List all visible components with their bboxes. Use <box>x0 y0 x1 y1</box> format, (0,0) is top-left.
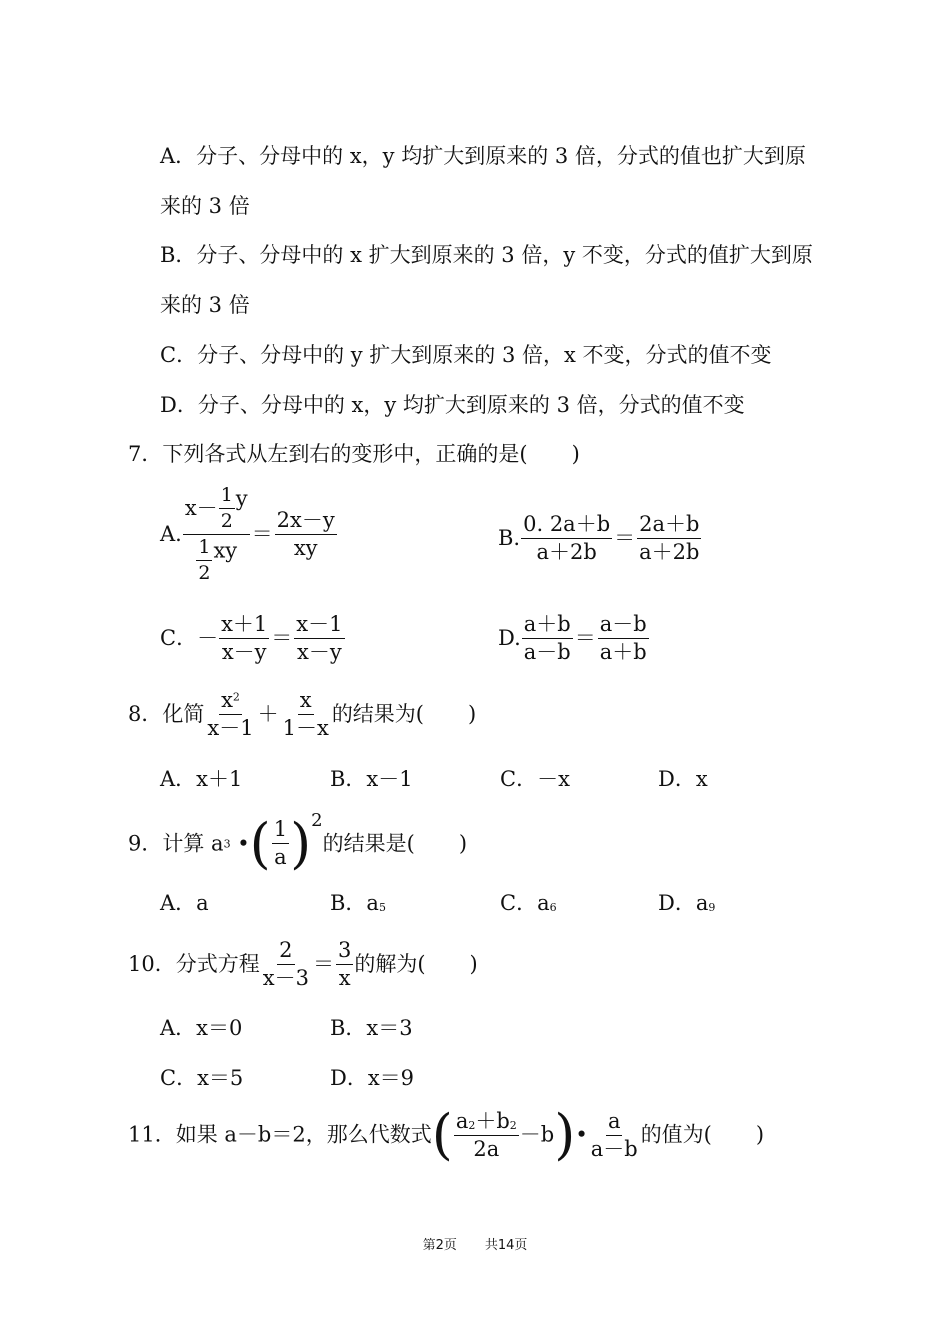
q9-fraction <box>272 819 289 868</box>
q8-f2-denominator: 1－x <box>282 716 329 740</box>
q7-a-rhs-fraction <box>275 510 337 559</box>
q11-f2-numerator: a <box>606 1111 623 1136</box>
q7-b-rhs-numerator: 2a＋b <box>637 514 701 539</box>
q8-option-d: D．x <box>658 767 708 791</box>
q7-d-rhs-denominator: a＋b <box>599 640 647 664</box>
q7-d-lhs-denominator: a－b <box>523 640 571 664</box>
q10-fraction-1 <box>261 940 311 989</box>
q7-b-lhs-numerator: 0. 2a＋b <box>521 514 612 539</box>
q7-c-lhs-denominator: x－y <box>221 640 267 664</box>
q7-d-equals: ＝ <box>574 626 596 650</box>
q10-tail: 的解为( <box>354 952 426 976</box>
q6-option-c: C．分子、分母中的 y 扩大到原来的 3 倍，x 不变，分式的值不变 <box>160 343 772 367</box>
q10-option-b: B．x＝3 <box>330 1016 413 1040</box>
q11-inner-numerator <box>454 1108 519 1136</box>
page-number: 第2页 <box>422 1238 457 1253</box>
q7-option-c <box>160 614 346 663</box>
q8-f1-num-sup: 2 <box>232 690 240 704</box>
q9-right-paren: ) <box>290 811 312 875</box>
q9-tail: 的结果是( <box>322 831 415 856</box>
q7-a-equals: ＝ <box>251 522 273 546</box>
q9-option-b-text: B．a <box>330 891 379 915</box>
q7-option-d <box>498 614 650 663</box>
q10-stem-text: 10．分式方程 <box>128 952 260 976</box>
q9-dot: • <box>237 831 250 856</box>
q9-a-exponent: 3 <box>223 837 231 851</box>
q11-inner-denominator: 2a <box>473 1136 500 1161</box>
q7-c-rhs-denominator: x－y <box>297 640 342 664</box>
q7-b-label: B. <box>498 526 521 550</box>
q10-option-c: C．x＝5 <box>160 1066 244 1090</box>
q7-b-rhs-denominator: a＋2b <box>639 540 700 564</box>
q7-b-lhs-fraction <box>521 514 612 563</box>
q7-c-negative: － <box>197 626 219 650</box>
q10-f1-numerator: 2 <box>277 940 294 965</box>
q7-d-lhs-fraction <box>522 614 573 663</box>
total-pages: 共14页 <box>484 1238 528 1253</box>
q10-equals: ＝ <box>312 952 334 976</box>
q7-c-label: C． <box>160 626 198 650</box>
q9-option-c-exponent: 6 <box>549 901 557 915</box>
q8-f1-numerator <box>219 690 242 715</box>
q8-option-a: A．x＋1 <box>160 767 243 791</box>
q9-frac-numerator: 1 <box>272 819 289 844</box>
q11-fraction-2 <box>589 1108 640 1161</box>
q9-option-a <box>160 893 209 914</box>
q8-option-c: C．－x <box>500 767 570 791</box>
q11-stem <box>128 1103 765 1166</box>
q8-f2-numerator: x <box>298 690 314 715</box>
q9-square-exponent: 2 <box>311 810 323 831</box>
page-footer <box>0 1234 950 1253</box>
q9-option-a-text: A．a <box>160 891 209 915</box>
q6-option-b-line1: B．分子、分母中的 x 扩大到原来的 3 倍，y 不变，分式的值扩大到原 <box>160 243 813 267</box>
q7-c-rhs-numerator: x－1 <box>294 614 344 639</box>
q10-fraction-2 <box>336 940 353 989</box>
q9-stem <box>128 810 468 875</box>
q7-a-den-half-den: 2 <box>198 562 211 584</box>
q11-inner-fraction <box>454 1108 519 1161</box>
q6-option-a-line1: A．分子、分母中的 x，y 均扩大到原来的 3 倍，分式的值也扩大到原 <box>160 144 806 168</box>
q10-f2-denominator: x <box>338 966 351 990</box>
q7-c-rhs-fraction <box>294 614 344 663</box>
q7-stem-text: 7．下列各式从左到右的变形中，正确的是( <box>128 442 528 466</box>
q9-option-d <box>658 893 715 914</box>
q9-option-d-text: D．a <box>658 891 709 915</box>
q7-a-num-half <box>219 486 235 531</box>
q6-option-d: D．分子、分母中的 x，y 均扩大到原来的 3 倍，分式的值不变 <box>160 393 745 417</box>
q7-a-num-x: x－ <box>184 496 218 520</box>
q7-close-paren: ) <box>571 442 580 466</box>
q7-d-rhs-numerator: a－b <box>598 614 649 639</box>
q8-f1-num-base: x <box>221 688 233 712</box>
q7-a-half-den: 2 <box>220 510 233 532</box>
q11-num-a-exponent: 2 <box>468 1118 476 1132</box>
q11-num-plus-b: ＋b <box>475 1108 510 1133</box>
q9-frac-denominator: a <box>274 845 287 870</box>
q6-option-a-line2: 来的 3 倍 <box>160 194 250 218</box>
q7-a-rhs-denominator: xy <box>293 536 318 560</box>
q7-d-label: D. <box>498 626 521 650</box>
q11-stem-text: 11．如果 a－b＝2，那么代数式 <box>128 1122 432 1147</box>
q7-a-lhs-denominator <box>193 535 239 583</box>
q10-f2-numerator: 3 <box>336 940 353 965</box>
q7-a-lhs-fraction <box>183 486 250 583</box>
q7-a-rhs-numerator: 2x－y <box>275 510 337 535</box>
q7-c-lhs-numerator: x＋1 <box>219 614 269 639</box>
q11-num-b-exponent: 2 <box>509 1118 517 1132</box>
q8-tail: 的结果为( <box>331 702 425 726</box>
q7-a-lhs-numerator <box>183 486 250 535</box>
q10-f1-denominator: x－3 <box>262 966 309 990</box>
q7-stem <box>128 444 580 465</box>
q11-minus-b: －b <box>519 1122 555 1147</box>
q8-fraction-1 <box>205 690 255 739</box>
q7-b-equals: ＝ <box>614 526 636 550</box>
q7-b-lhs-denominator: a＋2b <box>536 540 597 564</box>
q9-stem-text: 9．计算 a <box>128 831 224 856</box>
q7-c-equals: ＝ <box>271 626 293 650</box>
q7-option-a <box>160 486 338 583</box>
q7-c-lhs-fraction <box>219 614 269 663</box>
q8-f1-denominator: x－1 <box>207 716 254 740</box>
q9-close-paren: ) <box>458 831 468 856</box>
q11-dot: • <box>575 1122 588 1147</box>
q11-right-paren: ) <box>554 1103 576 1166</box>
q7-a-num-y: y <box>235 486 248 511</box>
q10-option-d: D．x＝9 <box>330 1066 415 1090</box>
q7-a-half-num: 1 <box>219 486 235 509</box>
q9-left-paren: ( <box>249 811 271 875</box>
q11-left-paren: ( <box>431 1103 453 1166</box>
q11-f2-denominator: a－b <box>590 1136 638 1161</box>
q7-a-den-xy: xy <box>213 538 238 563</box>
q8-stem <box>128 690 476 739</box>
q7-d-lhs-numerator: a＋b <box>522 614 573 639</box>
q9-option-b-exponent: 5 <box>378 901 386 915</box>
q8-close-paren: ) <box>468 702 477 726</box>
q11-close-paren: ) <box>755 1122 765 1147</box>
q7-b-rhs-fraction <box>637 514 701 563</box>
q7-a-den-half-num: 1 <box>196 538 212 561</box>
q8-fraction-2 <box>281 690 331 739</box>
q7-a-den-half <box>196 538 212 583</box>
q8-stem-text: 8．化简 <box>128 702 205 726</box>
q10-option-a: A．x＝0 <box>160 1016 243 1040</box>
q9-option-c <box>500 893 557 914</box>
q11-num-a: a <box>455 1108 469 1133</box>
q7-a-label: A. <box>160 522 182 546</box>
q8-option-b: B．x－1 <box>330 767 413 791</box>
q9-option-d-exponent: 9 <box>708 901 716 915</box>
q9-option-c-text: C．a <box>500 891 550 915</box>
q9-option-b <box>330 893 386 914</box>
q10-stem <box>128 940 478 989</box>
q8-plus: ＋ <box>257 702 279 726</box>
q10-close-paren: ) <box>469 952 478 976</box>
q6-option-b-line2: 来的 3 倍 <box>160 293 250 317</box>
q11-tail: 的值为( <box>640 1122 712 1147</box>
q7-d-rhs-fraction <box>598 614 649 663</box>
q7-option-b <box>498 514 702 563</box>
